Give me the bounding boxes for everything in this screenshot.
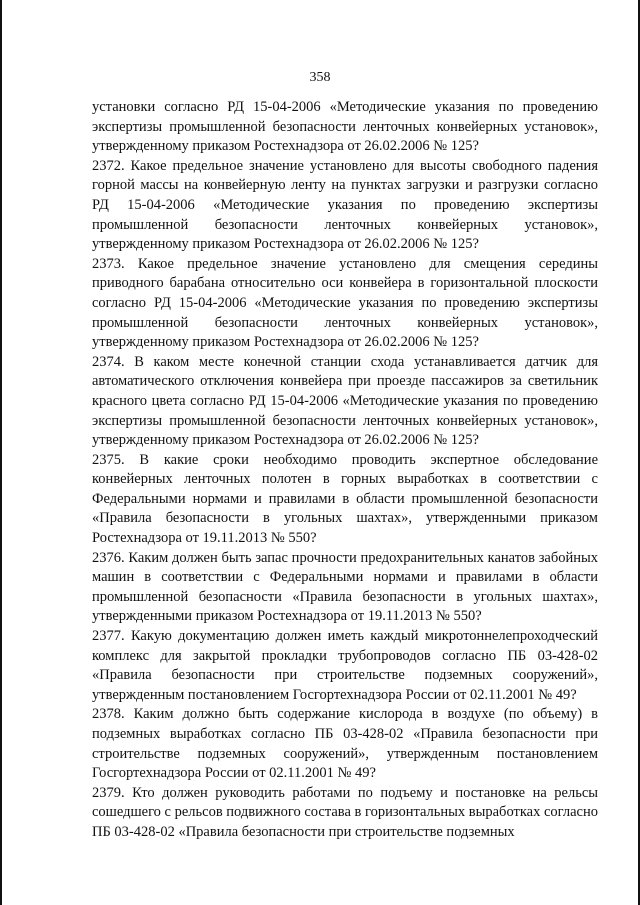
paragraph-text: В каком месте конечной станции схода устанавливается датчик для автоматического отключения конвейера при проезде пассажиров за светильник красного цвета согласно РД 15-04-2006 «Методические указания по проведению экспертизы промышленной безопасности ленточных конвейерных установок», утвержденному приказом Ростехнадзора от 26.02.2006 № 125? bbox=[92, 353, 599, 449]
question-paragraph-2374 bbox=[92, 353, 598, 451]
question-paragraph-2373 bbox=[92, 255, 598, 353]
paragraph-text: В какие сроки необходимо проводить экспертное обследование конвейерных ленточных полотен в горных выработках в соответствии с Федеральными нормами и правилами в области промышленной безопасности «Правила безопасности в угольных шахтах», утвержденными приказом Ростехнадзора от 19.11.2013 № 550? bbox=[92, 451, 599, 547]
question-number: 2379. bbox=[92, 784, 125, 801]
document-body bbox=[92, 98, 598, 843]
question-paragraph-2375 bbox=[92, 451, 598, 549]
question-number: 2378. bbox=[92, 706, 125, 723]
paragraph-text: Какое предельное значение установлено для высоты свободного падения горной массы на конвейерную ленту на пунктах загрузки и разгрузки согласно РД 15-04-2006 «Методические указания по проведению экспертизы промышленной безопасности ленточных конвейерных установок», утвержденному приказом Ростехнадзора от 26.02.2006 № 125? bbox=[92, 157, 598, 253]
question-paragraph-2378 bbox=[92, 705, 598, 783]
question-paragraph-2379 bbox=[92, 784, 598, 843]
question-paragraph-2377 bbox=[92, 627, 598, 705]
question-number: 2376. bbox=[92, 549, 125, 566]
question-paragraph-2376 bbox=[92, 549, 598, 627]
paragraph-text: Какое предельное значение установлено для смещения середины приводного барабана относительно оси конвейера в горизонтальной плоскости согласно РД 15-04-2006 «Методические указания по проведению экспертизы промышленной безопасности ленточных конвейерных установок», утвержденному приказом Ростехнадзора от 26.02.2006 № 125? bbox=[92, 255, 599, 351]
question-paragraph-continuation bbox=[92, 98, 598, 157]
question-number: 2373. bbox=[92, 255, 125, 272]
page-number: 358 bbox=[309, 70, 331, 85]
question-number: 2374. bbox=[92, 353, 125, 370]
question-number: 2372. bbox=[92, 157, 125, 174]
paragraph-text: Кто должен руководить работами по подъему и постановке на рельсы сошедшего с рельсов подвижного состава в горизонтальных выработках согласно ПБ 03-428-02 «Правила безопасности при строительстве подземных bbox=[92, 784, 599, 840]
paragraph-text: Каким должен быть запас прочности предохранительных канатов забойных машин в соответствии с Федеральными нормами и правилами в области промышленной безопасности «Правила безопасности в угольных шахтах», утвержденными приказом Ростехнадзора от 19.11.2013 № 550? bbox=[92, 549, 599, 625]
question-number: 2377. bbox=[92, 628, 125, 645]
question-paragraph-2372 bbox=[92, 157, 598, 255]
paragraph-text: Каким должно быть содержание кислорода в воздухе (по объему) в подземных выработках согласно ПБ 03-428-02 «Правила безопасности при строительстве подземных сооружений», утвержденным постановлением Госгортехнадзора России от 02.11.2001 № 49? bbox=[92, 706, 598, 782]
question-number: 2375. bbox=[92, 451, 125, 468]
paragraph-text: Какую документацию должен иметь каждый микротоннелепроходческий комплекс для закрытой прокладки трубопроводов согласно ПБ 03-428-02 «Правила безопасности при строительстве подземных сооружений», утвержденным постановлением Госгортехнадзора России от 02.11.2001 № 49? bbox=[92, 628, 598, 703]
paragraph-text: установки согласно РД 15-04-2006 «Методические указания по проведению экспертизы промышленной безопасности ленточных конвейерных установок», утвержденному приказом Ростехнадзора от 26.02.2006 № 125? bbox=[92, 99, 598, 155]
